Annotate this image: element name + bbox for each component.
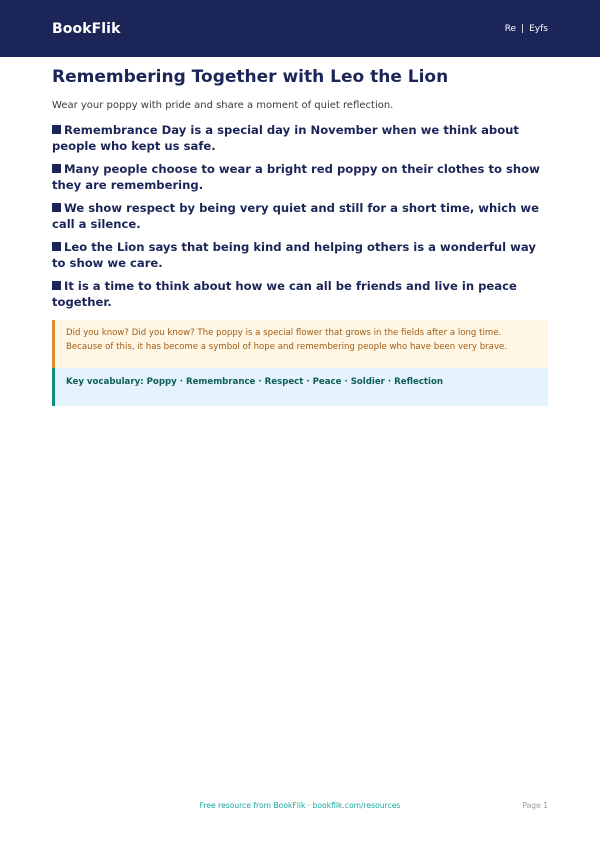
square-bullet-icon (52, 125, 61, 134)
key-point-text: We show respect by being very quiet and still for a short time, which we call a silence. (52, 201, 539, 231)
square-bullet-icon (52, 164, 61, 173)
header-tags (505, 24, 548, 34)
tag-separator: | (521, 23, 525, 34)
key-point-item (52, 161, 548, 193)
key-points-list (52, 122, 548, 310)
key-point-item (52, 278, 548, 310)
tag-eyfs: Eyfs (529, 23, 548, 34)
page-title: Remembering Together with Leo the Lion (52, 67, 449, 87)
key-point-item (52, 239, 548, 271)
key-point-text: Many people choose to wear a bright red poppy on their clothes to show they are remembering. (52, 162, 540, 192)
key-point-item (52, 200, 548, 232)
key-point-text: It is a time to think about how we can all be friends and live in peace together. (52, 279, 517, 309)
key-point-text: Remembrance Day is a special day in November when we think about people who kept us safe. (52, 123, 519, 153)
did-you-know-callout: Did you know? Did you know? The poppy is a special flower that grows in the fields after a long time. Because of this, it has become a symbol of hope and remembering people who have been very brave. (52, 320, 548, 368)
footer-source-link[interactable]: Free resource from BookFlik · bookflik.com/resources (199, 801, 401, 810)
main-content (52, 66, 548, 406)
page-subtitle: Wear your poppy with pride and share a moment of quiet reflection. (52, 100, 394, 111)
page-number: Page 1 (522, 801, 548, 810)
page-footer (0, 801, 600, 815)
brand-logo-text[interactable]: BookFlik (52, 20, 121, 37)
key-vocabulary-box: Key vocabulary: Poppy · Remembrance · Respect · Peace · Soldier · Reflection (52, 368, 548, 406)
tag-re: Re (504, 23, 517, 34)
square-bullet-icon (52, 242, 61, 251)
key-point-item (52, 122, 548, 154)
top-header-bar (0, 0, 600, 57)
key-point-text: Leo the Lion says that being kind and helping others is a wonderful way to show we care. (52, 240, 536, 270)
square-bullet-icon (52, 203, 61, 212)
square-bullet-icon (52, 281, 61, 290)
